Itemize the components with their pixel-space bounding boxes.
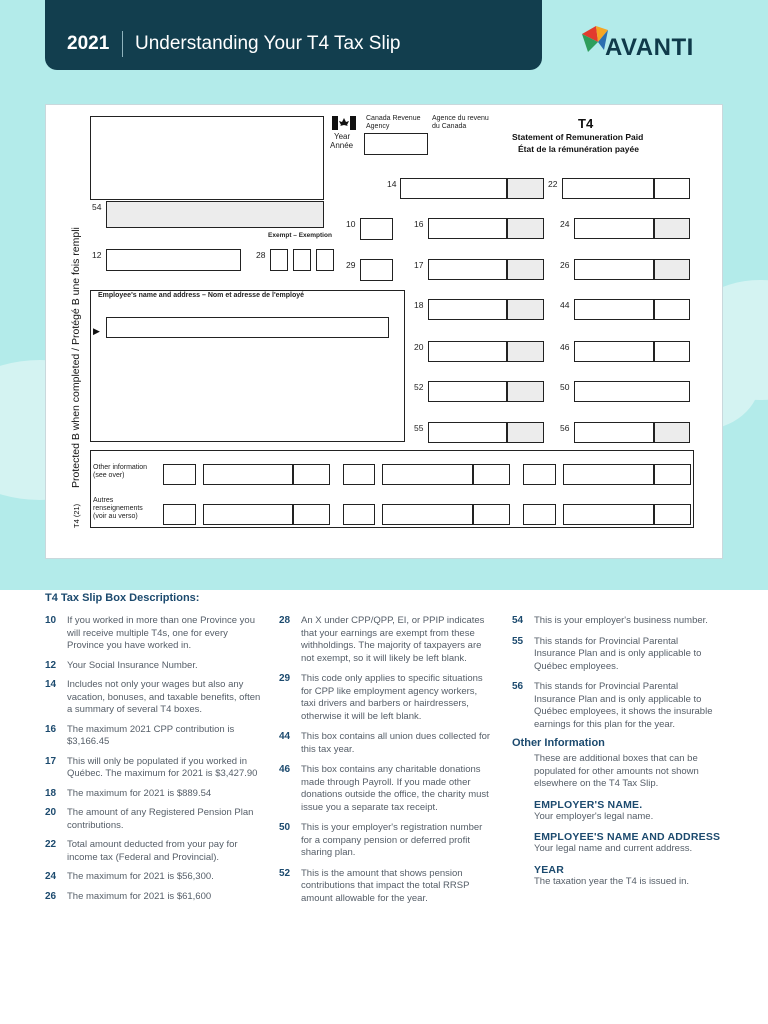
other-info-box[interactable]: [382, 464, 473, 485]
box-number: 54: [512, 615, 524, 626]
box-number: 12: [45, 659, 57, 671]
box-24[interactable]: [574, 218, 654, 239]
box-46-cents: [654, 341, 690, 362]
list-item: [279, 822, 494, 860]
box-46[interactable]: [574, 341, 654, 362]
box-20-label: 20: [414, 342, 424, 352]
other-information-heading: Other Information: [512, 737, 605, 749]
year-label-fr: Année: [330, 141, 354, 150]
box-number: 22: [45, 839, 57, 850]
box-description: Your Social Insurance Number.: [67, 659, 198, 671]
box-44-cents: [654, 299, 690, 320]
list-item: [45, 724, 263, 749]
box-description: This box contains any charitable donations made through Payroll. If you made other donations outside the office, the charity must issue you a separate tax receipt.: [301, 764, 489, 813]
agency-en: Canada Revenue Agency: [366, 115, 421, 130]
box-description: Total amount deducted from your pay for income tax (Federal and Provincial).: [67, 839, 238, 863]
box-description: Includes not only your wages but also any vacation, bonuses, and taxable benefits, often a summary of several T4 boxes.: [67, 679, 261, 715]
statement-en: Statement of Remuneration Paid: [512, 132, 644, 142]
box-52-label: 52: [414, 382, 424, 392]
box-14-cents: [507, 178, 544, 199]
box-18-cents: [507, 299, 544, 320]
box-14[interactable]: [400, 178, 507, 199]
logo-text: AVANTI: [605, 34, 694, 61]
box-number: 16: [45, 723, 57, 735]
list-item: [45, 788, 263, 801]
box-number: 44: [279, 731, 291, 742]
box-28-label: 28: [256, 250, 266, 260]
box-number: 10: [45, 615, 57, 626]
employer-name-text: Your employer's legal name.: [534, 810, 654, 822]
other-information-body: [512, 753, 722, 888]
header-year: 2021: [67, 33, 110, 54]
canada-flag-icon: [332, 116, 356, 130]
box-number: 52: [279, 867, 291, 879]
box-number: 24: [45, 871, 57, 882]
list-item: [512, 636, 722, 674]
other-info-box[interactable]: [654, 504, 691, 525]
employee-name-heading: EMPLOYEE'S NAME AND ADDRESS: [534, 831, 721, 843]
employee-label: Employee's name and address – Nom et adresse de l'employé: [98, 292, 305, 299]
box-24-label: 24: [560, 219, 570, 229]
other-info-box[interactable]: [293, 504, 330, 525]
box-number: 29: [279, 673, 291, 684]
box-55-label: 55: [414, 423, 424, 433]
employee-name-address-box: [90, 290, 405, 442]
box-number: 46: [279, 764, 291, 775]
box-number: 28: [279, 615, 291, 626]
list-item: [45, 807, 263, 832]
other-info-box[interactable]: [523, 504, 556, 525]
box-12[interactable]: [106, 249, 241, 271]
box-description: The amount of any Registered Pension Plan contributions.: [67, 807, 254, 831]
box-52[interactable]: [428, 381, 507, 402]
other-information-text: These are additional boxes that can be populated for other amounts not shown elsewhere on the T4 Tax Slip.: [534, 753, 699, 789]
box-10-label: 10: [346, 219, 356, 229]
list-item: [279, 764, 494, 814]
box-description: This stands for Provincial Parental Insurance Plan and is only applicable to Québec employees.: [534, 635, 702, 672]
list-item: [45, 839, 263, 864]
list-item: [279, 731, 494, 756]
list-item: [512, 681, 722, 731]
list-item: [45, 660, 263, 673]
box-description: The maximum for 2021 is $889.54: [67, 787, 212, 799]
box-16-cents: [507, 218, 544, 239]
other-info-box[interactable]: [343, 464, 375, 485]
form-title: T4: [578, 116, 594, 131]
box-description: This stands for Provincial Parental Insurance Plan and is only applicable to Québec employees, it shows the insurable earnings for this plan for the year.: [534, 681, 713, 730]
box-description: The maximum for 2021 is $61,600: [67, 890, 212, 902]
box-28-cpp[interactable]: [270, 249, 288, 271]
box-44[interactable]: [574, 299, 654, 320]
list-item: [279, 868, 494, 906]
box-18-label: 18: [414, 300, 424, 310]
box-56[interactable]: [574, 422, 654, 443]
box-description: The maximum 2021 CPP contribution is $3,166.45: [67, 723, 235, 747]
box-44-label: 44: [560, 300, 570, 310]
list-item: [279, 615, 494, 665]
box-description: This is your employer's registration number for a company pension or deferred profit sharing plan.: [301, 822, 483, 858]
box-description: This box contains all union dues collected for this tax year.: [301, 731, 491, 755]
year-text: The taxation year the T4 is issued in.: [534, 875, 690, 887]
descriptions-column-3: [512, 615, 722, 888]
employer-name-box: [90, 116, 324, 200]
box-20[interactable]: [428, 341, 507, 362]
year-label: Year: [334, 132, 351, 141]
box-16-label: 16: [414, 219, 424, 229]
list-item: [45, 679, 263, 717]
box-number: 14: [45, 679, 57, 690]
box-26-cents: [654, 259, 690, 280]
descriptions-heading: T4 Tax Slip Box Descriptions:: [45, 592, 200, 604]
box-17-cents: [507, 259, 544, 280]
box-56-cents: [654, 422, 690, 443]
box-24-cents: [654, 218, 690, 239]
box-description: The maximum for 2021 is $56,300.: [67, 871, 214, 882]
box-17[interactable]: [428, 259, 507, 280]
list-item: [279, 673, 494, 723]
statement-fr: État de la rémunération payée: [518, 144, 639, 154]
box-description: This is your employer's business number.: [534, 615, 708, 626]
box-46-label: 46: [560, 342, 570, 352]
box-29-label: 29: [346, 260, 356, 270]
other-info-box[interactable]: [163, 504, 196, 525]
other-info-box[interactable]: [203, 464, 293, 485]
other-info-fr: Autres renseignements (voir au verso): [93, 497, 143, 520]
employee-name-text: Your legal name and current address.: [534, 843, 693, 854]
list-item: [512, 615, 722, 628]
box-26[interactable]: [574, 259, 654, 280]
other-info-box[interactable]: [163, 464, 196, 485]
other-info-box[interactable]: [563, 464, 654, 485]
box-55-cents: [507, 422, 544, 443]
protected-b-text: Protected B when completed / Protégé B une fois rempli: [70, 227, 82, 488]
box-28-ei[interactable]: [293, 249, 311, 271]
other-info-box[interactable]: [473, 504, 510, 525]
box-22-cents: [654, 178, 690, 199]
box-number: 26: [45, 890, 57, 902]
box-number: 55: [512, 635, 524, 647]
box-50-label: 50: [560, 382, 570, 392]
other-info-box[interactable]: [293, 464, 330, 485]
box-29[interactable]: [360, 259, 393, 281]
box-14-label: 14: [387, 179, 397, 189]
form-code: T4 (21): [72, 503, 81, 528]
box-number: 56: [512, 681, 524, 692]
other-info-box[interactable]: [203, 504, 293, 525]
box-description: An X under CPP/QPP, EI, or PPIP indicates that your earnings are exempt from these withholdings. The majority of taxpayers are not exempt, so it will likely be left blank.: [301, 615, 485, 664]
list-item: [45, 891, 263, 904]
descriptions-column-2: [279, 615, 494, 905]
box-50[interactable]: [574, 381, 690, 402]
box-number: 18: [45, 787, 57, 799]
box-12-label: 12: [92, 250, 102, 260]
other-info-box[interactable]: [563, 504, 654, 525]
other-info-box[interactable]: [343, 504, 375, 525]
box-description: This is the amount that shows pension contributions that impact the total RRSP amount allowable for the year.: [301, 867, 470, 904]
arrow-icon: ▶: [93, 326, 100, 336]
box-26-label: 26: [560, 260, 570, 270]
year-box: [364, 133, 428, 155]
list-item: [45, 756, 263, 781]
box-number: 20: [45, 807, 57, 818]
box-18[interactable]: [428, 299, 507, 320]
box-17-label: 17: [414, 260, 424, 270]
employer-name-heading: EMPLOYER'S NAME.: [534, 798, 643, 811]
box-description: If you worked in more than one Province you will receive multiple T4s, one for every Province you have worked in.: [67, 615, 255, 651]
employee-name-field[interactable]: [106, 317, 389, 338]
other-info-box[interactable]: [473, 464, 510, 485]
box-54[interactable]: [106, 201, 324, 228]
box-16[interactable]: [428, 218, 507, 239]
box-number: 17: [45, 755, 57, 767]
other-info-box[interactable]: [523, 464, 556, 485]
other-info-en: Other information (see over): [93, 464, 148, 479]
box-52-cents: [507, 381, 544, 402]
header-title: Understanding Your T4 Tax Slip: [135, 33, 401, 54]
year-heading: YEAR: [534, 863, 564, 876]
other-info-box[interactable]: [382, 504, 473, 525]
box-20-cents: [507, 341, 544, 362]
box-number: 50: [279, 822, 291, 833]
box-54-label: 54: [92, 202, 102, 212]
box-22-label: 22: [548, 179, 558, 189]
box-55[interactable]: [428, 422, 507, 443]
box-22[interactable]: [562, 178, 654, 199]
agency-fr: Agence du revenu du Canada: [432, 115, 489, 130]
box-description: This code only applies to specific situations for CPP like employment agency workers, taxi drivers and barbers or hairdressers, otherwise it will be left blank.: [301, 673, 483, 722]
other-info-box[interactable]: [654, 464, 691, 485]
box-description: This will only be populated if you worked in Québec. The maximum for 2021 is $3,427.90: [67, 755, 258, 779]
descriptions-column-1: [45, 615, 263, 903]
box-56-label: 56: [560, 423, 570, 433]
exempt-label: Exempt – Exemption: [268, 232, 332, 239]
box-10[interactable]: [360, 218, 393, 240]
list-item: [45, 615, 263, 653]
list-item: [45, 871, 263, 884]
box-28-ppip[interactable]: [316, 249, 334, 271]
